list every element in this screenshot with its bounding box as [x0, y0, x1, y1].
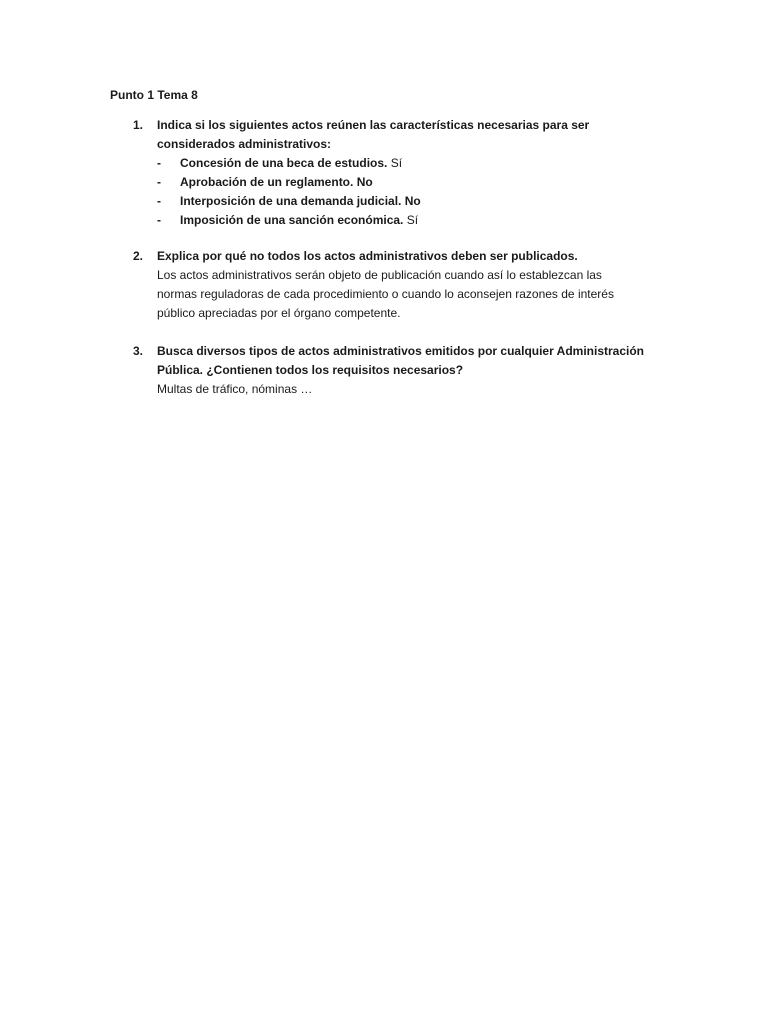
question-prompt-line: Pública. ¿Contienen todos los requisitos necesarios? [157, 363, 464, 377]
list-item-text: Concesión de una beca de estudios. [180, 156, 388, 170]
list-bullet: - [157, 194, 161, 208]
list-item-answer: Sí [390, 156, 403, 170]
list-item-text: Imposición de una sanción económica. [180, 213, 404, 227]
list-item-text: Aprobación de un reglamento. [180, 175, 354, 189]
question-number: 1. [133, 118, 144, 132]
answer-line: Multas de tráfico, nóminas … [157, 382, 313, 396]
list-item-text: Interposición de una demanda judicial. [180, 194, 402, 208]
question-prompt-line: considerados administrativos: [157, 137, 332, 151]
list-bullet: - [157, 175, 161, 189]
list-item-answer: No [404, 194, 421, 208]
list-item [180, 154, 402, 173]
question-number: 2. [133, 249, 144, 263]
answer-line: Los actos administrativos serán objeto de publicación cuando así lo establezcan las [157, 268, 602, 282]
list-item [180, 192, 421, 211]
list-item-answer: No [356, 175, 373, 189]
question-number: 3. [133, 344, 144, 358]
document-title: Punto 1 Tema 8 [110, 88, 198, 102]
question-prompt-line: Indica si los siguientes actos reúnen las características necesarias para ser [157, 118, 590, 132]
list-item-answer: Sí [406, 213, 419, 227]
list-item [180, 173, 373, 192]
answer-line: normas reguladoras de cada procedimiento o cuando lo aconsejen razones de interés [157, 287, 614, 301]
answer-line: público apreciadas por el órgano competente. [157, 306, 401, 320]
list-bullet: - [157, 213, 161, 227]
list-item [180, 211, 418, 230]
question-prompt-line: Explica por qué no todos los actos administrativos deben ser publicados. [157, 249, 578, 263]
question-prompt-line: Busca diversos tipos de actos administrativos emitidos por cualquier Administración [157, 344, 645, 358]
list-bullet: - [157, 156, 161, 170]
